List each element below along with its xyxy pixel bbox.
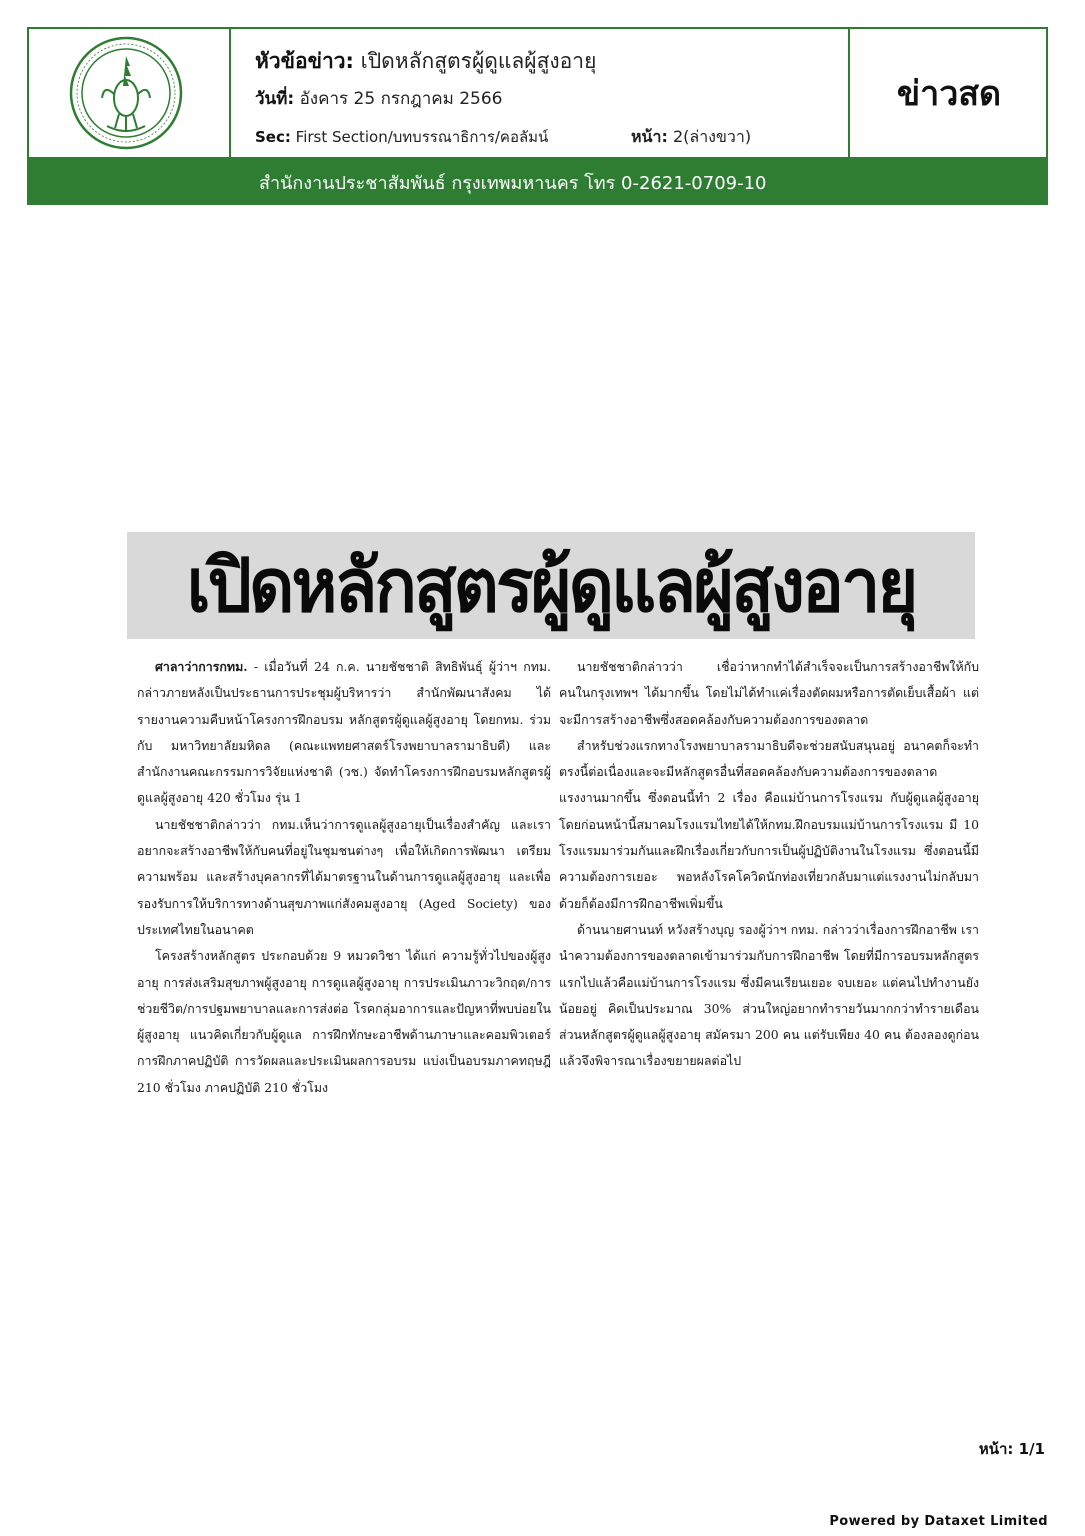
date-line: วันที่: อังคาร 25 กรกฎาคม 2566: [255, 89, 503, 109]
page-reference: หน้า: 2(ล่างขวา): [631, 127, 752, 146]
article-paragraph: ศาลาว่าการกทม. - เมื่อวันที่ 24 ก.ค. นายชัชชาติ สิทธิพันธุ์ ผู้ว่าฯ กทม. กล่าวภายหลังเป็นประธานการประชุมผู้บริหารว่า สำนักพัฒนาสังคม ได้รายงานความคืบหน้าโครงการฝึกอบรม หลักสูตรผู้ดูแลผู้สูงอายุ โดยกทม. ร่วมกับ มหาวิทยาลัยมหิดล (คณะแพทยศาสตร์โรงพยาบาลรามาธิบดี) และสำนักงานคณะกรรมการวิจัยแห่งชาติ (วช.) จัดทำโครงการฝึกอบรมหลักสูตรผู้ดูแลผู้สูงอายุ 420 ชั่วโมง รุ่น 1: [137, 659, 551, 806]
clipping-headline: เปิดหลักสูตรผู้ดูแลผู้สูงอายุ: [186, 541, 916, 630]
article-paragraph: นายชัชชาติกล่าวว่า เชื่อว่าหากทำได้สำเร็จจะเป็นการสร้างอาชีพให้กับคนในกรุงเทพฯ ได้มากขึ้น โดยไม่ได้ทำแค่เรื่องตัดผมหรือการตัดเย็บเสื้อผ้า แต่จะมีการสร้างอาชีพซึ่งสอดคล้องกับความต้องการของตลาด: [559, 659, 979, 727]
powered-by-credit: Powered by Dataxet Limited: [829, 1514, 1048, 1529]
page-indicator: หน้า: 1/1: [978, 1440, 1045, 1458]
article-paragraph: ด้านนายศานนท์ หวังสร้างบุญ รองผู้ว่าฯ กทม. กล่าวว่าเรื่องการฝึกอาชีพ เรานำความต้องการของตลาดเข้ามาร่วมกับการฝึกอาชีพ โดยที่มีการอบรมหลักสูตรแรกไปแล้วคือแม่บ้านการโรงแรม ซึ่งมีคนเรียนเยอะ จบเยอะ แต่คนไปทำงานยังน้อยอยู่ คิดเป็นประมาณ 30% ส่วนใหญ่อยากทำรายวันมากกว่าทำรายเดือน ส่วนหลักสูตรผู้ดูแลผู้สูงอายุ สมัครมา 200 คน แต่รับเพียง 40 คน ต้องลองดูก่อนแล้วจึงพิจารณาเรื่องขยายผลต่อไป: [559, 921, 979, 1069]
article-column-right: [559, 654, 979, 1075]
clipping-header: [27, 27, 1048, 159]
header-info: [231, 29, 848, 157]
office-contact-text: สำนักงานประชาสัมพันธ์ กรุงเทพมหานคร โทร 0-2621-0709-10: [259, 172, 767, 194]
bangkok-city-seal-icon: [69, 36, 183, 150]
article-paragraph: นายชัชชาติกล่าวว่า กทม.เห็นว่าการดูแลผู้สูงอายุเป็นเรื่องสำคัญ และเราอยากจะสร้างอาชีพให้กับคนที่อยู่ในชุมชนต่างๆ เพื่อให้เกิดการพัฒนา เตรียมความพร้อม และสร้างบุคลากรที่ได้มาตรฐานในด้านการดูแลผู้สูงอายุ และเพื่อรองรับการให้บริการทางด้านสุขภาพแก่สังคมสูงอายุ (Aged Society) ของประเทศไทยในอนาคต: [137, 816, 551, 937]
headline-line: หัวข้อข่าว: เปิดหลักสูตรผู้ดูแลผู้สูงอายุ: [255, 49, 597, 73]
section-line: Sec: First Section/บทบรรณาธิการ/คอลัมน์: [255, 128, 549, 146]
clipping-headline-box: [127, 532, 975, 639]
article-paragraph: โครงสร้างหลักสูตร ประกอบด้วย 9 หมวดวิชา ได้แก่ ความรู้ทั่วไปของผู้สูงอายุ การส่งเสริมสุขภาพผู้สูงอายุ การดูแลผู้สูงอายุ การประเมินภาวะวิกฤต/การช่วยชีวิต/การปฐมพยาบาลและการส่งต่อ โรคกลุ่มอาการและปัญหาที่พบบ่อยในผู้สูงอายุ แนวคิดเกี่ยวกับผู้ดูแล การฝึกทักษะอาชีพด้านภาษาและคอมพิวเตอร์ การฝึกภาคปฏิบัติ การวัดผลและประเมินผลการอบรม แบ่งเป็นอบรมภาคทฤษฎี 210 ชั่วโมง ภาคปฏิบัติ 210 ชั่วโมง: [137, 948, 551, 1095]
news-clipping: [115, 520, 980, 1150]
source-tag: ข่าวสด: [896, 74, 1002, 114]
article-paragraph: สำหรับช่วงแรกทางโรงพยาบาลรามาธิบดีจะช่วยสนับสนุนอยู่ อนาคตก็จะทำตรงนี้ต่อเนื่องและจะมีหลักสูตรอื่นที่สอดคล้องกับความต้องการของตลาดแรงงานมากขึ้น ซึ่งตอนนี้ทำ 2 เรื่อง คือแม่บ้านการโรงแรม กับผู้ดูแลผู้สูงอายุ โดยก่อนหน้านี้สมาคมโรงแรมไทยได้ให้กทม.ฝึกอบรมแม่บ้านการโรงแรม มี 10 โรงแรมมาร่วมกันและฝึกเรื่องเกี่ยวกับการเป็นผู้ปฏิบัติงานในโรงแรม ซึ่งตอนนี้มีความต้องการเยอะ พอหลังโรคโควิดนักท่องเที่ยวกลับมาแต่แรงงานไม่กลับมาด้วยก็ต้องมีการฝึกอาชีพเพิ่มขึ้น: [559, 737, 979, 911]
source-tag-cell: [848, 29, 1048, 157]
article-column-left: [137, 654, 551, 1101]
office-contact-bar: [27, 159, 1048, 205]
logo-cell: [29, 29, 231, 157]
